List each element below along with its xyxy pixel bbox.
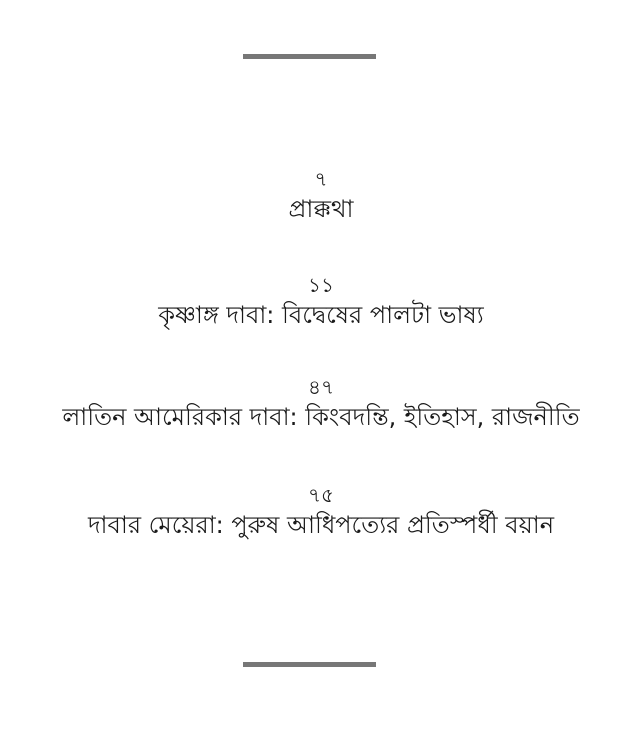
toc-entry-2[interactable]	[0, 272, 642, 332]
toc-page-number: ৭	[314, 167, 328, 191]
toc-page-number: ৪৭	[308, 375, 334, 399]
toc-entry-4[interactable]	[0, 482, 642, 542]
toc-entry-title: লাতিন আমেরিকার দাবা: কিংবদন্তি, ইতিহাস, রাজনীতি	[62, 403, 580, 431]
toc-entry-1[interactable]	[0, 166, 642, 226]
toc-entry-title: কৃষ্ণাঙ্গ দাবা: বিদ্বেষের পালটা ভাষ্য	[158, 301, 484, 329]
toc-entry-3[interactable]	[0, 374, 642, 434]
toc-page-number: ৭৫	[308, 483, 334, 507]
toc-entry-title: প্রাক্কথা	[288, 195, 354, 223]
toc-entry-title: দাবার মেয়েরা: পুরুষ আধিপত্যের প্রতিস্পর্ধী বয়ান	[87, 511, 555, 539]
toc-page-number: ১১	[308, 273, 334, 297]
bottom-divider	[243, 662, 376, 667]
